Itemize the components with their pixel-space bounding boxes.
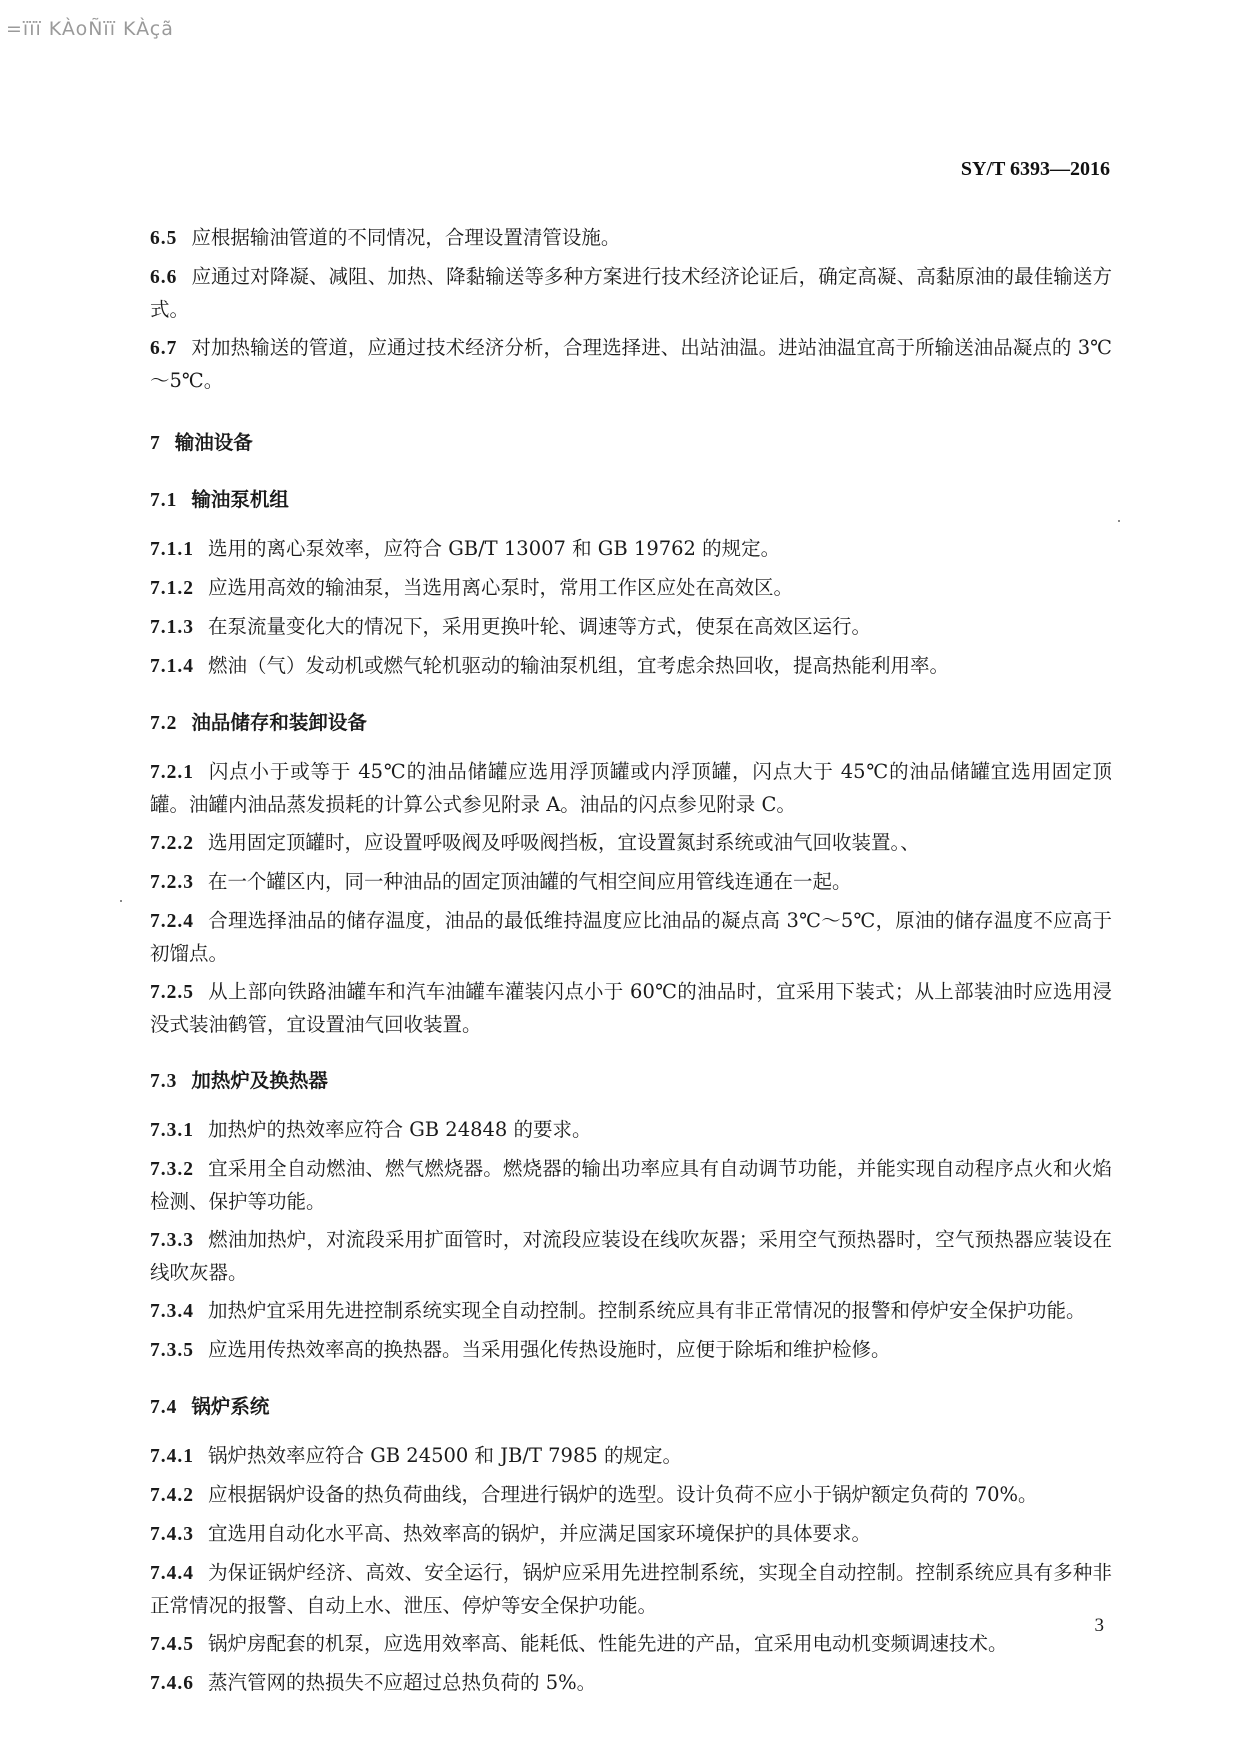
clause-number: 7.3.1 <box>150 1120 194 1141</box>
clause-text: 在泵流量变化大的情况下，采用更换叶轮、调速等方式，使泵在高效区运行。 <box>208 615 872 638</box>
clause-text: 应选用高效的输油泵，当选用离心泵时，常用工作区应处在高效区。 <box>208 576 794 599</box>
clause-number: 7.4.2 <box>150 1485 194 1506</box>
clause-paragraph <box>150 1628 1112 1661</box>
scan-speck <box>120 900 122 902</box>
clause-text: 宜采用全自动燃油、燃气燃烧器。燃烧器的输出功率应具有自动调节功能，并能实现自动程序点火和火焰检测、保护等功能。 <box>150 1157 1112 1213</box>
clause-paragraph <box>150 1153 1112 1218</box>
clause-text: 闪点小于或等于 45℃的油品储罐应选用浮顶罐或内浮顶罐，闪点大于 45℃的油品储罐宜选用固定顶罐。油罐内油品蒸发损耗的计算公式参见附录 A。油品的闪点参见附录 C。 <box>150 760 1112 816</box>
subsection-heading <box>150 1391 1112 1424</box>
clause-text: 宜选用自动化水平高、热效率高的锅炉，并应满足国家环境保护的具体要求。 <box>208 1522 872 1545</box>
clause-paragraph <box>150 1440 1112 1473</box>
clause-number: 7.2.4 <box>150 911 194 932</box>
clause-number: 7.1.4 <box>150 656 194 677</box>
clause-paragraph <box>150 1224 1112 1289</box>
clause-number: 7.1.1 <box>150 539 194 560</box>
clause-number: 7.1 <box>150 490 178 511</box>
heading-text: 油品储存和装卸设备 <box>191 711 367 734</box>
heading-text: 锅炉系统 <box>191 1395 270 1418</box>
clause-paragraph <box>150 905 1112 970</box>
clause-paragraph <box>150 1557 1112 1622</box>
page-number: 3 <box>1094 1615 1104 1636</box>
clause-paragraph <box>150 1114 1112 1147</box>
clause-number: 7.4.4 <box>150 1563 194 1584</box>
clause-text: 蒸汽管网的热损失不应超过总热负荷的 5%。 <box>208 1671 597 1694</box>
clause-number: 7.2.5 <box>150 982 194 1003</box>
subsection-heading <box>150 707 1112 740</box>
clause-number: 6.6 <box>150 267 178 288</box>
clause-text: 选用的离心泵效率，应符合 GB/T 13007 和 GB 19762 的规定。 <box>208 537 781 560</box>
clause-text: 应选用传热效率高的换热器。当采用强化传热设施时，应便于除垢和维护检修。 <box>208 1338 891 1361</box>
clause-number: 7.2.1 <box>150 762 194 783</box>
clause-number: 7.3.2 <box>150 1159 194 1180</box>
clause-number: 7.4 <box>150 1397 178 1418</box>
clause-text: 从上部向铁路油罐车和汽车油罐车灌装闪点小于 60℃的油品时，宜采用下装式；从上部装油时应选用浸没式装油鹤管，宜设置油气回收装置。 <box>150 980 1112 1036</box>
scan-watermark: =ïïï KÀoÑïï KÀçã <box>6 18 174 40</box>
clause-text: 选用固定顶罐时，应设置呼吸阀及呼吸阀挡板，宜设置氮封系统或油气回收装置。、 <box>208 831 920 854</box>
clause-number: 7.2.2 <box>150 833 194 854</box>
clause-paragraph <box>150 533 1112 566</box>
clause-text: 为保证锅炉经济、高效、安全运行，锅炉应采用先进控制系统，实现全自动控制。控制系统应具有多种非正常情况的报警、自动上水、泄压、停炉等安全保护功能。 <box>150 1561 1112 1617</box>
clause-paragraph <box>150 611 1112 644</box>
clause-paragraph <box>150 827 1112 860</box>
clause-number: 7.3 <box>150 1071 178 1092</box>
clause-paragraph <box>150 866 1112 899</box>
clause-number: 7.3.3 <box>150 1230 194 1251</box>
clause-paragraph <box>150 222 1112 255</box>
clause-number: 7.4.3 <box>150 1524 194 1545</box>
clause-paragraph <box>150 976 1112 1041</box>
clause-paragraph <box>150 572 1112 605</box>
clause-paragraph <box>150 1295 1112 1328</box>
clause-paragraph <box>150 1479 1112 1512</box>
clause-number: 6.5 <box>150 228 178 249</box>
clause-number: 7.3.5 <box>150 1340 194 1361</box>
clause-paragraph <box>150 756 1112 821</box>
heading-text: 输油泵机组 <box>191 488 289 511</box>
heading-text: 输油设备 <box>174 431 253 454</box>
clause-text: 应通过对降凝、减阻、加热、降黏输送等多种方案进行技术经济论证后，确定高凝、高黏原油的最佳输送方式。 <box>150 265 1112 321</box>
section-heading <box>150 427 1112 460</box>
clause-number: 7.1.2 <box>150 578 194 599</box>
clause-text: 在一个罐区内，同一种油品的固定顶油罐的气相空间应用管线连通在一起。 <box>208 870 852 893</box>
clause-text: 应根据锅炉设备的热负荷曲线，合理进行锅炉的选型。设计负荷不应小于锅炉额定负荷的 70%。 <box>208 1483 1038 1506</box>
standard-code: SY/T 6393—2016 <box>960 158 1110 180</box>
clause-number: 7.2.3 <box>150 872 194 893</box>
heading-text: 加热炉及换热器 <box>191 1069 328 1092</box>
clause-text: 燃油（气）发动机或燃气轮机驱动的输油泵机组，宜考虑余热回收，提高热能利用率。 <box>208 654 950 677</box>
clause-number: 7.3.4 <box>150 1301 194 1322</box>
scan-speck <box>1118 520 1120 522</box>
clause-paragraph <box>150 332 1112 397</box>
clause-text: 对加热输送的管道，应通过技术经济分析，合理选择进、出站油温。进站油温宜高于所输送油品凝点的 3℃～5℃。 <box>150 336 1112 392</box>
clause-number: 7 <box>150 433 161 454</box>
clause-paragraph <box>150 1518 1112 1551</box>
clause-paragraph <box>150 261 1112 326</box>
clause-text: 锅炉热效率应符合 GB 24500 和 JB/T 7985 的规定。 <box>208 1444 682 1467</box>
clause-text: 加热炉宜采用先进控制系统实现全自动控制。控制系统应具有非正常情况的报警和停炉安全保护功能。 <box>208 1299 1086 1322</box>
clause-number: 6.7 <box>150 338 178 359</box>
subsection-heading <box>150 1065 1112 1098</box>
clause-paragraph <box>150 1667 1112 1700</box>
subsection-heading <box>150 484 1112 517</box>
clause-text: 燃油加热炉，对流段采用扩面管时，对流段应装设在线吹灰器；采用空气预热器时，空气预热器应装设在线吹灰器。 <box>150 1228 1112 1284</box>
clause-text: 合理选择油品的储存温度，油品的最低维持温度应比油品的凝点高 3℃～5℃，原油的储存温度不应高于初馏点。 <box>150 909 1112 965</box>
clause-text: 锅炉房配套的机泵，应选用效率高、能耗低、性能先进的产品，宜采用电动机变频调速技术。 <box>208 1632 1008 1655</box>
clause-paragraph <box>150 650 1112 683</box>
document-body <box>150 222 1112 1706</box>
clause-text: 应根据输油管道的不同情况，合理设置清管设施。 <box>191 226 621 249</box>
clause-number: 7.4.6 <box>150 1673 194 1694</box>
clause-text: 加热炉的热效率应符合 GB 24848 的要求。 <box>208 1118 592 1141</box>
clause-number: 7.1.3 <box>150 617 194 638</box>
clause-paragraph <box>150 1334 1112 1367</box>
clause-number: 7.4.5 <box>150 1634 194 1655</box>
clause-number: 7.4.1 <box>150 1446 194 1467</box>
clause-number: 7.2 <box>150 713 178 734</box>
